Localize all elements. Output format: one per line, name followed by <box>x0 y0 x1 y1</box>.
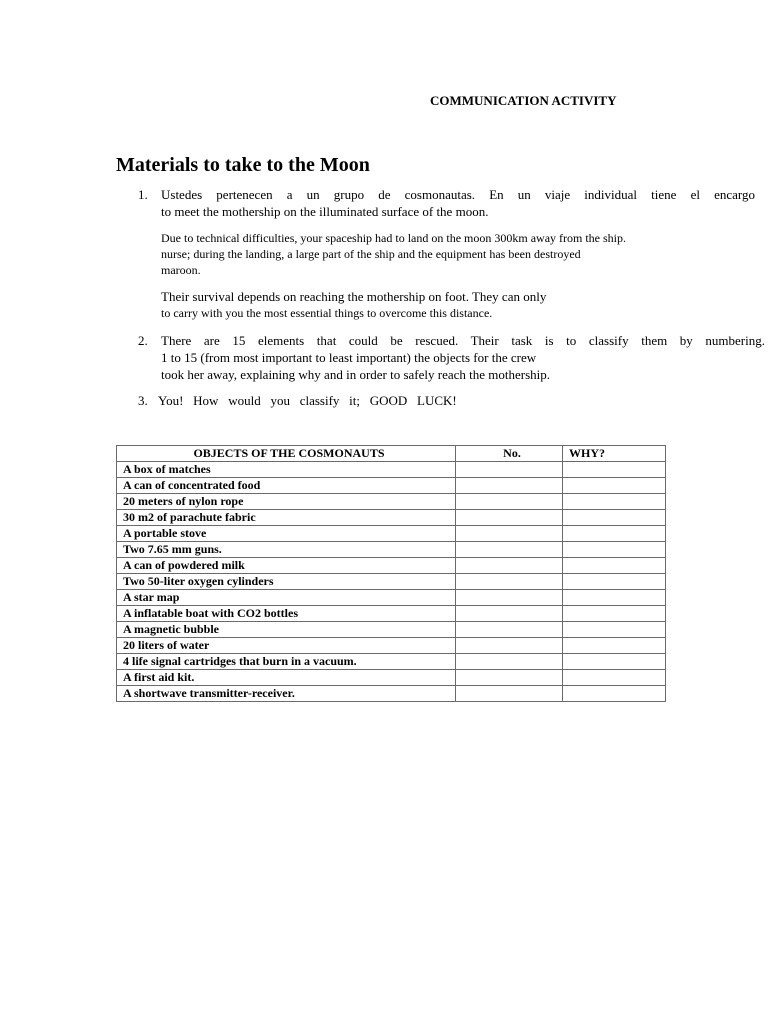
object-name-cell: 4 life signal cartridges that burn in a vacuum. <box>117 654 456 670</box>
paragraph-1-line-3: maroon. <box>161 263 201 277</box>
objects-table <box>116 445 666 702</box>
item-1-line-1: Ustedes pertenecen a un grupo de cosmonautas. En un viaje individual tiene el encargo <box>161 187 755 202</box>
table-row <box>117 654 666 670</box>
header-title: COMMUNICATION ACTIVITY <box>430 93 617 108</box>
rank-number-cell[interactable] <box>456 558 563 574</box>
rank-number-cell[interactable] <box>456 590 563 606</box>
table-row <box>117 526 666 542</box>
table-row <box>117 670 666 686</box>
item-3-number: 3. <box>138 393 148 408</box>
why-cell[interactable] <box>563 590 666 606</box>
why-cell[interactable] <box>563 622 666 638</box>
why-cell[interactable] <box>563 670 666 686</box>
table-row <box>117 494 666 510</box>
why-cell[interactable] <box>563 526 666 542</box>
object-name-cell: 20 liters of water <box>117 638 456 654</box>
table-row <box>117 510 666 526</box>
item-2-line-3: took her away, explaining why and in order to safely reach the mothership. <box>161 367 551 382</box>
table-row <box>117 478 666 494</box>
why-cell[interactable] <box>563 638 666 654</box>
paragraph-2-line-2: to carry with you the most essential things to overcome this distance. <box>161 306 493 320</box>
object-name-cell: Two 7.65 mm guns. <box>117 542 456 558</box>
why-cell[interactable] <box>563 606 666 622</box>
paragraph-1-line-2: nurse; during the landing, a large part of the ship and the equipment has been destroyed <box>161 247 581 261</box>
item-1-line-2: to meet the mothership on the illuminated surface of the moon. <box>161 204 489 219</box>
rank-number-cell[interactable] <box>456 622 563 638</box>
item-2-line-2: 1 to 15 (from most important to least important) the objects for the crew <box>161 350 537 365</box>
table-row <box>117 590 666 606</box>
column-header-why: WHY? <box>563 446 666 462</box>
table-row <box>117 542 666 558</box>
table-row <box>117 686 666 702</box>
table-row <box>117 462 666 478</box>
why-cell[interactable] <box>563 654 666 670</box>
rank-number-cell[interactable] <box>456 574 563 590</box>
rank-number-cell[interactable] <box>456 478 563 494</box>
object-name-cell: A can of powdered milk <box>117 558 456 574</box>
why-cell[interactable] <box>563 558 666 574</box>
rank-number-cell[interactable] <box>456 670 563 686</box>
item-2-line-1: There are 15 elements that could be rescued. Their task is to classify them by numbering. <box>161 333 765 348</box>
table-row <box>117 606 666 622</box>
item-1-number: 1. <box>138 187 148 202</box>
rank-number-cell[interactable] <box>456 686 563 702</box>
table-row <box>117 638 666 654</box>
page-title: Materials to take to the Moon <box>116 154 370 176</box>
table-row <box>117 622 666 638</box>
object-name-cell: 30 m2 of parachute fabric <box>117 510 456 526</box>
object-name-cell: A portable stove <box>117 526 456 542</box>
rank-number-cell[interactable] <box>456 462 563 478</box>
object-name-cell: A box of matches <box>117 462 456 478</box>
why-cell[interactable] <box>563 478 666 494</box>
rank-number-cell[interactable] <box>456 606 563 622</box>
rank-number-cell[interactable] <box>456 510 563 526</box>
paragraph-1-line-1: Due to technical difficulties, your spaceship had to land on the moon 300km away from the ship. <box>161 231 627 245</box>
rank-number-cell[interactable] <box>456 638 563 654</box>
why-cell[interactable] <box>563 686 666 702</box>
rank-number-cell[interactable] <box>456 526 563 542</box>
object-name-cell: A star map <box>117 590 456 606</box>
table-row <box>117 558 666 574</box>
object-name-cell: 20 meters of nylon rope <box>117 494 456 510</box>
object-name-cell: A inflatable boat with CO2 bottles <box>117 606 456 622</box>
why-cell[interactable] <box>563 542 666 558</box>
object-name-cell: A shortwave transmitter-receiver. <box>117 686 456 702</box>
table-row <box>117 574 666 590</box>
why-cell[interactable] <box>563 574 666 590</box>
object-name-cell: Two 50-liter oxygen cylinders <box>117 574 456 590</box>
table-header-row <box>117 446 666 462</box>
item-2-number: 2. <box>138 333 148 348</box>
paragraph-2-line-1: Their survival depends on reaching the mothership on foot. They can only <box>161 289 547 304</box>
object-name-cell: A magnetic bubble <box>117 622 456 638</box>
rank-number-cell[interactable] <box>456 654 563 670</box>
why-cell[interactable] <box>563 510 666 526</box>
rank-number-cell[interactable] <box>456 542 563 558</box>
column-header-objects: OBJECTS OF THE COSMONAUTS <box>117 446 456 462</box>
rank-number-cell[interactable] <box>456 494 563 510</box>
object-name-cell: A can of concentrated food <box>117 478 456 494</box>
item-3-line-1: You! How would you classify it; GOOD LUCK! <box>158 393 457 408</box>
why-cell[interactable] <box>563 494 666 510</box>
column-header-number: No. <box>456 446 563 462</box>
object-name-cell: A first aid kit. <box>117 670 456 686</box>
why-cell[interactable] <box>563 462 666 478</box>
